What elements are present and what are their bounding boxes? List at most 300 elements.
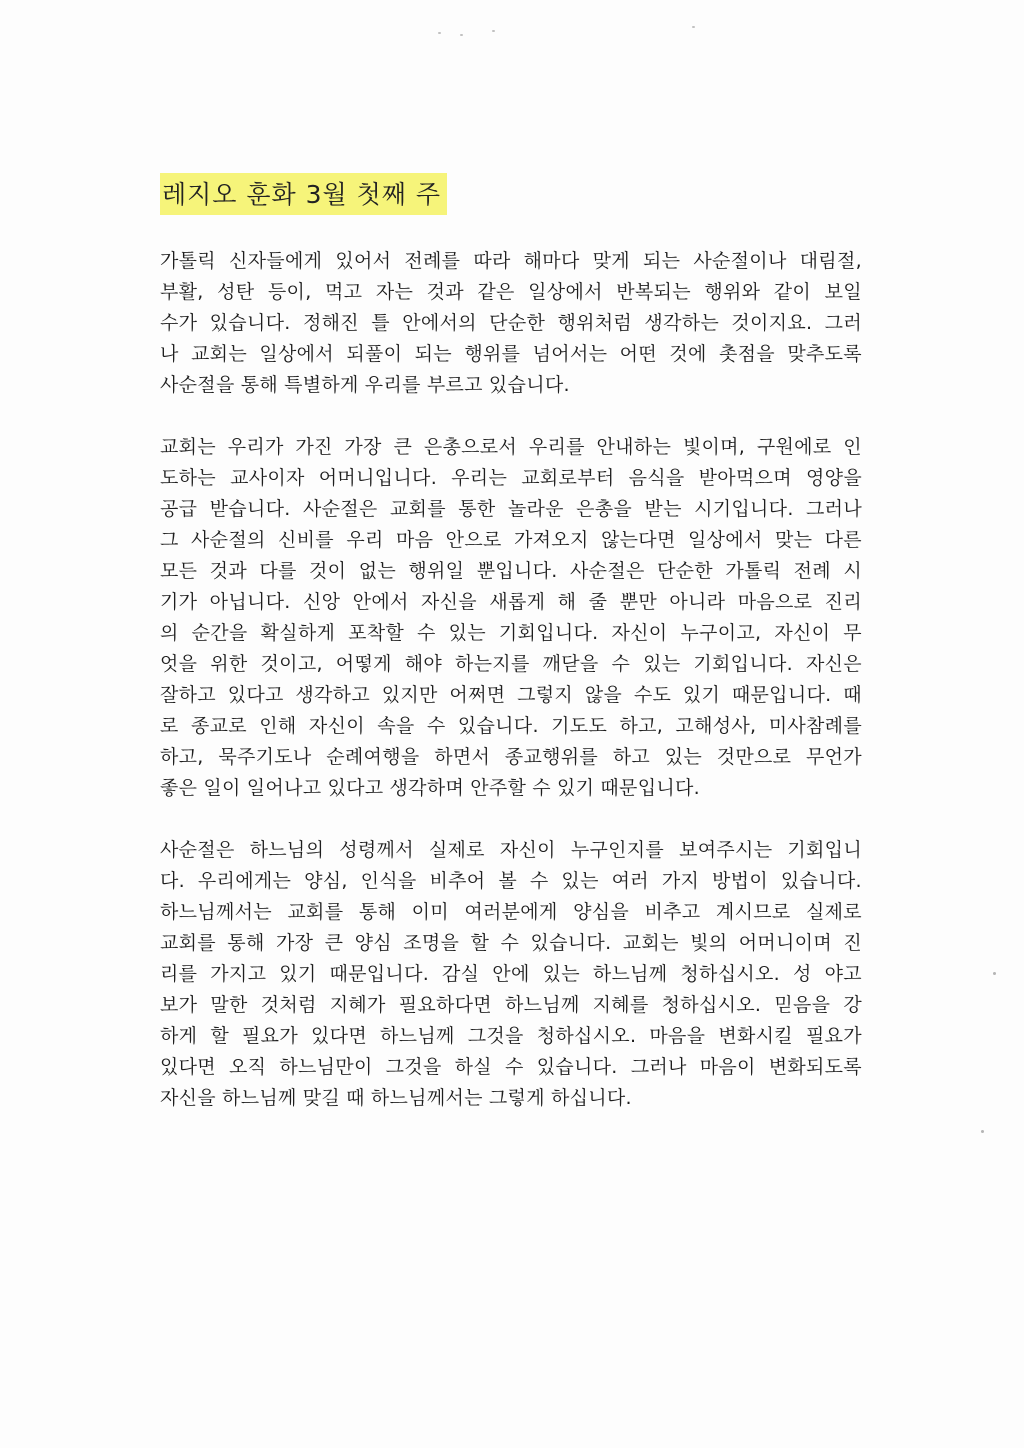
word: 안으로	[445, 529, 502, 551]
word: 말한	[210, 994, 248, 1016]
word: 있는	[448, 622, 486, 644]
word: 누구이고,	[680, 622, 762, 644]
word: 무	[843, 622, 862, 644]
text-line	[160, 990, 862, 1021]
word: 있습니다.	[457, 715, 539, 737]
word: 청하십시오.	[661, 994, 762, 1016]
word: 가장	[275, 932, 314, 954]
word: 양심,	[304, 870, 348, 892]
word: 때	[843, 684, 862, 706]
word: 진리	[824, 591, 862, 613]
word: 먹고	[325, 281, 363, 303]
word: 있습니다.	[780, 870, 862, 892]
word: 있습니다.	[536, 1056, 618, 1078]
word: 하느님께	[380, 1025, 455, 1047]
word: 기회입니다.	[498, 622, 599, 644]
word: 누구인지를	[570, 839, 665, 861]
text-line	[160, 928, 862, 959]
word: 있습니다.	[530, 932, 612, 954]
word: 가톨릭	[160, 250, 216, 272]
word: 교회는	[191, 343, 247, 365]
word: 비추어	[429, 870, 486, 892]
word: 등이,	[267, 281, 312, 303]
word: 있기	[682, 684, 721, 706]
word: 리를	[160, 963, 198, 985]
word: 있어서	[335, 250, 392, 272]
word: 자신을	[160, 1087, 216, 1109]
word: 큰	[324, 932, 344, 954]
word: 맞는	[774, 529, 813, 551]
word: 나	[160, 343, 179, 365]
paragraph	[160, 246, 862, 401]
word: 지혜를	[592, 994, 649, 1016]
word: 있는	[664, 746, 703, 768]
text-line	[160, 463, 862, 494]
word: 하느님께	[222, 1087, 297, 1109]
word: 우리가	[227, 436, 284, 458]
word: 맞길	[302, 1087, 341, 1109]
text-line	[160, 525, 862, 556]
word: 하면서	[434, 746, 491, 768]
word: 교회로부터	[521, 467, 615, 489]
word: 변화시킬	[718, 1025, 793, 1047]
word: 수	[426, 715, 446, 737]
word: 가지고	[210, 963, 267, 985]
word: 교회는	[622, 932, 679, 954]
scan-specks	[430, 22, 730, 42]
word: 보가	[160, 994, 198, 1016]
word: 조명을	[403, 932, 460, 954]
word: 자신이	[499, 839, 556, 861]
text-line	[160, 246, 862, 277]
word: 있다고	[327, 777, 384, 799]
word: 그렇지	[517, 684, 574, 706]
word: 행위처럼	[557, 312, 633, 334]
word: 때	[346, 1087, 365, 1109]
word: 수	[505, 1056, 524, 1078]
word: 깨닫을	[542, 653, 599, 675]
paragraph-gap	[160, 804, 862, 835]
word: 때문입니다.	[329, 963, 430, 985]
word: 청하십시오.	[680, 963, 781, 985]
word: 변화되도록	[768, 1056, 862, 1078]
word: 것과	[209, 560, 247, 582]
word: 빛이며,	[682, 436, 746, 458]
word: 그러나	[806, 498, 862, 520]
word: 하느님께서는	[370, 1087, 483, 1109]
word: 가져오지	[514, 529, 589, 551]
word: 안내하는	[596, 436, 672, 458]
word: 수가	[160, 312, 198, 334]
word: 기회입니다.	[693, 653, 793, 675]
word: 순간을	[191, 622, 248, 644]
word: 있기	[279, 963, 317, 985]
word: 자는	[375, 281, 414, 303]
word: 하게	[160, 1025, 198, 1047]
word: 교사이자	[230, 467, 305, 489]
word: 행위를	[464, 343, 521, 365]
word: 다른	[824, 529, 862, 551]
text-line	[160, 1021, 862, 1052]
word: 행위일	[408, 560, 465, 582]
word: 오직	[229, 1056, 267, 1078]
word: 마음으로	[737, 591, 813, 613]
word: 통해	[227, 932, 265, 954]
word: 필요가	[242, 1025, 298, 1047]
word: 필요가	[806, 1025, 862, 1047]
word: 맞게	[592, 250, 630, 272]
word: 놀라운	[507, 498, 564, 520]
word: 인	[843, 436, 862, 458]
word: 안에	[492, 963, 530, 985]
text-line	[160, 711, 862, 742]
word: 공급	[160, 498, 198, 520]
word: 보일	[824, 281, 862, 303]
word: 기회입니	[787, 839, 862, 861]
text-line	[160, 1052, 862, 1083]
word: 미사참례를	[768, 715, 862, 737]
word: 같이	[773, 281, 812, 303]
word: 대림절,	[799, 250, 862, 272]
word: 방법이	[712, 870, 768, 892]
word: 교회를	[160, 932, 216, 954]
word: 종교행위를	[504, 746, 599, 768]
word: 되풀이	[346, 343, 403, 365]
scan-mark	[993, 972, 996, 975]
word: 있다면	[160, 1056, 216, 1078]
word: 그러	[824, 312, 862, 334]
word: 안에서	[352, 591, 409, 613]
word: 것과	[426, 281, 464, 303]
text-line	[160, 959, 862, 990]
word: 볼	[498, 870, 517, 892]
word: 있지만	[381, 684, 438, 706]
word: 모든	[160, 560, 198, 582]
word: 있는	[643, 653, 681, 675]
word: 줄	[588, 591, 608, 613]
word: 단순한	[657, 560, 713, 582]
word: 때문입니다.	[731, 684, 832, 706]
document-body	[160, 246, 862, 1114]
word: 통해	[240, 374, 279, 396]
word: 때문입니다.	[600, 777, 701, 799]
text-line	[160, 680, 862, 711]
word: 도하는	[160, 467, 216, 489]
text-line	[160, 1083, 862, 1114]
word: 잘하고	[160, 684, 216, 706]
scan-mark	[981, 1130, 984, 1133]
word: 생각하고	[295, 684, 370, 706]
word: 새롭게	[489, 591, 546, 613]
word: 교회를	[287, 901, 344, 923]
word: 성탄	[217, 281, 255, 303]
paragraph	[160, 432, 862, 804]
word: 일상에서	[528, 281, 603, 303]
paragraph	[160, 835, 862, 1114]
word: 아니라	[669, 591, 726, 613]
word: 안주할	[470, 777, 527, 799]
word: 순례여행을	[326, 746, 420, 768]
word: 행위와	[704, 281, 761, 303]
word: 실제로	[428, 839, 485, 861]
word: 은총으로서	[423, 436, 518, 458]
word: 특별하게	[284, 374, 359, 396]
word: 수	[500, 932, 520, 954]
word: 실제로	[806, 901, 862, 923]
word: 있습니다.	[488, 374, 570, 396]
word: 뿐만	[619, 591, 657, 613]
word: 우리를	[364, 374, 421, 396]
word: 사순절이나	[693, 250, 787, 272]
word: 그것을	[467, 1025, 524, 1047]
word: 것이	[309, 560, 347, 582]
word: 진	[843, 932, 862, 954]
word: 일어나고	[246, 777, 322, 799]
word: 어떤	[619, 343, 657, 365]
word: 전례를	[404, 250, 461, 272]
word: 고해성사,	[675, 715, 757, 737]
word: 지혜가	[329, 994, 386, 1016]
text-line	[160, 649, 862, 680]
word: 다를	[259, 560, 297, 582]
word: 전례	[793, 560, 831, 582]
word: 가진	[295, 436, 333, 458]
word: 일상에서	[259, 343, 334, 365]
word: 그	[160, 529, 179, 551]
word: 영양을	[806, 467, 862, 489]
word: 정해진	[302, 312, 359, 334]
word: 뿐입니다.	[476, 560, 558, 582]
word: 맞추도록	[787, 343, 862, 365]
word: 따라	[473, 250, 511, 272]
word: 양심	[354, 932, 392, 954]
word: 있다고	[227, 684, 284, 706]
word: 자신이	[308, 715, 365, 737]
word: 신앙	[303, 591, 341, 613]
word: 은총을	[576, 498, 633, 520]
word: 일이	[203, 777, 241, 799]
word: 기도도	[551, 715, 608, 737]
word: 같은	[477, 281, 515, 303]
word: 받습니다.	[209, 498, 291, 520]
text-line	[160, 308, 862, 339]
word: 확실하게	[260, 622, 336, 644]
word: 사순절은	[570, 560, 645, 582]
word: 있기	[557, 777, 595, 799]
word: 좋은	[160, 777, 198, 799]
word: 하고,	[160, 746, 204, 768]
word: 그러나	[630, 1056, 687, 1078]
word: 비추고	[644, 901, 701, 923]
word: 마음이	[699, 1056, 756, 1078]
word: 하는지를	[454, 653, 530, 675]
word: 반복되는	[616, 281, 691, 303]
text-line	[160, 618, 862, 649]
text-line	[160, 587, 862, 618]
word: 믿음을	[774, 994, 831, 1016]
text-line	[160, 339, 862, 370]
word: 시기입니다.	[694, 498, 794, 520]
word: 마음을	[649, 1025, 706, 1047]
word: 틀	[371, 312, 390, 334]
word: 하십니다.	[550, 1087, 632, 1109]
word: 않을	[584, 684, 623, 706]
word: 있는	[542, 963, 580, 985]
word: 우리	[346, 529, 384, 551]
word: 큰	[393, 436, 413, 458]
word: 해마다	[523, 250, 580, 272]
word: 어머니입니다.	[318, 467, 438, 489]
word: 단순한	[489, 312, 546, 334]
word: 자신이	[774, 622, 831, 644]
word: 해	[557, 591, 577, 613]
word: 하느님께서는	[160, 901, 272, 923]
word: 어쩌면	[449, 684, 506, 706]
text-line	[160, 897, 862, 928]
word: 통해	[358, 901, 397, 923]
text-line	[160, 370, 862, 401]
word: 가지	[661, 870, 700, 892]
word: 양심을	[573, 901, 630, 923]
word: 아닙니다.	[209, 591, 291, 613]
word: 묵주기도나	[218, 746, 312, 768]
word: 시	[843, 560, 862, 582]
word: 야고	[824, 963, 862, 985]
word: 인식을	[360, 870, 417, 892]
word: 하느님의	[249, 839, 325, 861]
word: 기가	[160, 591, 198, 613]
word: 있다면	[311, 1025, 367, 1047]
word: 신자들에게	[229, 250, 323, 272]
word: 없는	[358, 560, 396, 582]
text-line	[160, 432, 862, 463]
word: 어떻게	[335, 653, 392, 675]
word: 자신이	[611, 622, 668, 644]
word: 것이지요.	[731, 312, 813, 334]
word: 성령께서	[339, 839, 414, 861]
word: 로	[160, 715, 179, 737]
word: 이미	[411, 901, 449, 923]
word: 우리를	[528, 436, 585, 458]
word: 부르고	[426, 374, 483, 396]
word: 것만으로	[716, 746, 792, 768]
word: 수도	[633, 684, 672, 706]
word: 여러	[611, 870, 649, 892]
word: 보여주시는	[679, 839, 773, 861]
word: 성	[792, 963, 812, 985]
word: 가장	[344, 436, 382, 458]
word: 않는다면	[600, 529, 676, 551]
word: 여러분에게	[464, 901, 558, 923]
word: 우리에게는	[197, 870, 292, 892]
text-line	[160, 277, 862, 308]
word: 음식을	[628, 467, 685, 489]
word: 사순절은	[160, 839, 235, 861]
word: 하실	[454, 1056, 492, 1078]
word: 부활,	[160, 281, 204, 303]
word: 어머니이며	[738, 932, 832, 954]
paragraph-gap	[160, 401, 862, 432]
word: 마음	[396, 529, 434, 551]
word: 계시므로	[715, 901, 791, 923]
word: 교회를	[389, 498, 446, 520]
word: 수	[529, 870, 549, 892]
word: 강	[843, 994, 862, 1016]
word: 자신을	[421, 591, 477, 613]
word: 받아먹으며	[698, 467, 792, 489]
word: 필요하다면	[398, 994, 492, 1016]
text-line	[160, 835, 862, 866]
word: 하고,	[619, 715, 664, 737]
word: 의	[160, 622, 179, 644]
word: 일상에서	[687, 529, 763, 551]
word: 통한	[458, 498, 496, 520]
word: 것처럼	[260, 994, 317, 1016]
word: 생각하는	[644, 312, 720, 334]
word: 있습니다.	[209, 312, 291, 334]
word: 사순절의	[191, 529, 266, 551]
text-line	[160, 742, 862, 773]
word: 수	[417, 622, 436, 644]
word: 구원에로	[756, 436, 832, 458]
word: 속을	[377, 715, 415, 737]
word: 수	[611, 653, 631, 675]
word: 그렇게	[488, 1087, 545, 1109]
word: 엇을	[160, 653, 198, 675]
document-title: 레지오 훈화 3월 첫째 주	[160, 173, 447, 215]
text-line	[160, 494, 862, 525]
text-line	[160, 866, 862, 897]
word: 생각하며	[389, 777, 465, 799]
word: 안에서의	[402, 312, 477, 334]
word: 사순절은	[302, 498, 378, 520]
word: 하느님께	[505, 994, 580, 1016]
word: 사순절을	[160, 374, 235, 396]
word: 수	[532, 777, 551, 799]
text-line	[160, 556, 862, 587]
word: 것이고,	[260, 653, 323, 675]
word: 촛점을	[718, 343, 775, 365]
word: 하느님께	[592, 963, 668, 985]
word: 해야	[404, 653, 443, 675]
word: 우리는	[451, 467, 508, 489]
word: 받는	[644, 498, 682, 520]
word: 가톨릭	[725, 560, 782, 582]
title-block	[160, 173, 447, 215]
word: 있는	[561, 870, 599, 892]
word: 교회는	[160, 436, 216, 458]
word: 무언가	[805, 746, 862, 768]
word: 위한	[210, 653, 248, 675]
word: 그것을	[385, 1056, 442, 1078]
word: 것에	[669, 343, 707, 365]
word: 하고	[612, 746, 651, 768]
word: 감실	[442, 963, 480, 985]
word: 되는	[643, 250, 681, 272]
text-line	[160, 773, 862, 804]
word: 인해	[259, 715, 297, 737]
word: 종교로	[190, 715, 247, 737]
word: 빛의	[690, 932, 728, 954]
word: 할	[470, 932, 490, 954]
word: 자신은	[805, 653, 862, 675]
word: 포착할	[348, 622, 405, 644]
word: 할	[210, 1025, 229, 1047]
word: 넘어서는	[532, 343, 608, 365]
word: 다.	[160, 870, 185, 892]
word: 하느님만이	[279, 1056, 373, 1078]
word: 청하십시오.	[536, 1025, 637, 1047]
